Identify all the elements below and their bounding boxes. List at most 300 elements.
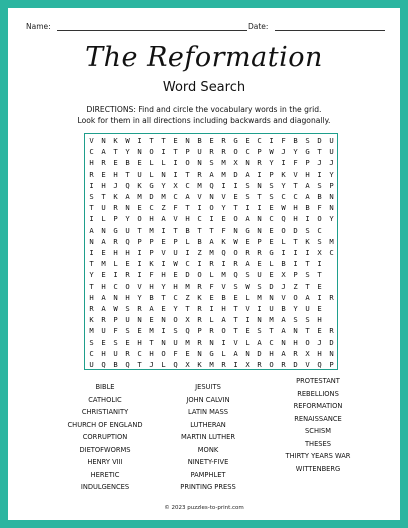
grid-letter: L (281, 236, 286, 246)
grid-letter: O (173, 315, 178, 325)
grid-letter: E (101, 270, 106, 280)
grid-letter: Z (161, 203, 166, 213)
grid-letter: Q (221, 248, 226, 257)
grid-letter: H (113, 248, 118, 257)
grid-letter: T (233, 203, 238, 213)
grid-letter: O (269, 360, 274, 369)
grid-letter: I (197, 259, 202, 269)
grid-letter: T (305, 326, 310, 336)
grid-letter: I (257, 304, 262, 313)
grid-letter: S (257, 281, 262, 291)
grid-letter: R (209, 326, 214, 336)
grid-letter: Y (161, 281, 166, 291)
grid-letter: V (137, 281, 142, 291)
grid-letter: L (149, 169, 154, 179)
grid-letter: N (329, 192, 334, 201)
grid-letter: R (257, 158, 262, 168)
grid-letter: N (245, 158, 250, 168)
grid-letter: T (89, 203, 94, 213)
grid-letter: T (185, 203, 190, 213)
grid-letter: I (113, 270, 118, 280)
grid-letter: U (101, 326, 106, 336)
grid-letter: S (233, 281, 238, 291)
grid-letter: I (245, 315, 250, 325)
grid-letter: I (257, 169, 262, 179)
grid-letter: N (137, 315, 142, 325)
grid-letter: H (269, 348, 274, 358)
grid-letter: D (317, 136, 322, 145)
grid-letter: L (161, 360, 166, 369)
grid-letter: I (161, 225, 166, 235)
grid-letter: E (257, 259, 262, 269)
grid-letter: G (245, 225, 250, 235)
grid-letter: P (185, 147, 190, 157)
grid-letter: R (113, 236, 118, 246)
grid-letter: E (137, 203, 142, 213)
grid-letter: L (221, 348, 226, 358)
grid-letter: T (173, 225, 178, 235)
grid-letter: C (329, 248, 334, 257)
grid-letter: E (233, 192, 238, 201)
grid-letter: R (197, 337, 202, 347)
grid-letter: X (317, 248, 322, 257)
grid-letter: N (329, 348, 334, 358)
grid-letter: C (197, 214, 202, 224)
grid-letter: A (101, 147, 106, 157)
grid-letter: F (113, 326, 118, 336)
grid-letter: N (161, 337, 166, 347)
grid-letter: E (125, 337, 130, 347)
grid-letter: U (125, 225, 130, 235)
word-bank-item: CORRUPTION (82, 433, 128, 441)
grid-letter: G (269, 248, 274, 257)
grid-letter: N (293, 326, 298, 336)
grid-letter: O (197, 270, 202, 280)
grid-letter: W (281, 203, 286, 213)
grid-letter: A (125, 192, 130, 201)
grid-letter: Z (197, 248, 202, 257)
date-line (275, 22, 385, 31)
grid-letter: G (113, 225, 118, 235)
grid-letter: A (161, 214, 166, 224)
grid-letter: T (209, 225, 214, 235)
grid-letter: D (269, 281, 274, 291)
grid-letter: T (149, 136, 154, 145)
grid-letter: T (161, 292, 166, 302)
grid-letter: O (185, 158, 190, 168)
grid-letter: M (329, 236, 334, 246)
grid-letter: S (125, 304, 130, 313)
grid-letter: R (137, 304, 142, 313)
grid-letter: C (269, 214, 274, 224)
grid-letter: I (245, 203, 250, 213)
grid-letter: U (173, 248, 178, 257)
word-bank-item: NINETY-FIVE (187, 458, 229, 466)
grid-letter: R (221, 360, 226, 369)
grid-letter: V (221, 192, 226, 201)
grid-letter: H (185, 214, 190, 224)
grid-letter: N (257, 180, 262, 190)
grid-letter: C (89, 348, 94, 358)
grid-letter: Y (293, 147, 298, 157)
grid-letter: N (101, 136, 106, 145)
grid-letter: L (161, 158, 166, 168)
grid-letter: H (149, 214, 154, 224)
grid-letter: L (209, 270, 214, 280)
grid-letter: B (185, 225, 190, 235)
grid-letter: E (269, 203, 274, 213)
grid-letter: Q (233, 270, 238, 280)
grid-letter: Y (125, 214, 130, 224)
grid-letter: V (233, 337, 238, 347)
grid-letter: T (317, 147, 322, 157)
footer-credit: © 2023 puzzles-to-print.com (164, 505, 244, 511)
word-bank-item: REBELLIONS (297, 389, 339, 398)
grid-letter: P (137, 236, 142, 246)
grid-letter: U (329, 136, 334, 145)
grid-letter: Y (89, 270, 94, 280)
grid-letter: O (305, 337, 310, 347)
grid-letter: U (137, 169, 142, 179)
grid-letter: N (89, 236, 94, 246)
grid-letter: M (161, 192, 166, 201)
grid-letter: E (161, 304, 166, 313)
grid-letter: V (221, 281, 226, 291)
grid-letter: W (245, 281, 250, 291)
grid-letter: X (245, 360, 250, 369)
grid-letter: N (137, 147, 142, 157)
grid-letter: K (149, 259, 154, 269)
grid-letter: H (89, 292, 94, 302)
word-bank-item: PROTESTANT (296, 377, 340, 385)
grid-letter: H (317, 315, 322, 325)
grid-letter: M (185, 281, 190, 291)
grid-letter: X (185, 360, 190, 369)
word-bank-item: CHURCH OF ENGLAND (67, 420, 143, 429)
grid-letter: V (305, 360, 310, 369)
grid-letter: P (113, 214, 118, 224)
grid-letter: S (113, 337, 118, 347)
grid-letter: E (209, 136, 214, 145)
name-label: Name: (26, 22, 51, 31)
grid-letter: H (101, 281, 106, 291)
grid-letter: S (245, 270, 250, 280)
grid-letter: R (209, 259, 214, 269)
grid-letter: T (305, 281, 310, 291)
grid-letter: T (185, 304, 190, 313)
date-field (248, 22, 385, 31)
grid-letter: K (89, 315, 94, 325)
grid-letter: I (185, 248, 190, 257)
directions (48, 105, 360, 126)
grid-letter: R (113, 203, 118, 213)
grid-letter: P (149, 248, 154, 257)
grid-letter: T (89, 259, 94, 269)
grid-letter: S (305, 270, 310, 280)
grid-letter: I (221, 180, 226, 190)
grid-letter: B (149, 292, 154, 302)
grid-letter: U (329, 147, 334, 157)
grid-letter: I (293, 259, 298, 269)
grid-letter: H (293, 337, 298, 347)
word-bank (8, 377, 400, 501)
grid-letter: K (281, 169, 286, 179)
word-bank-item: THESES (304, 439, 332, 448)
grid-letter: C (269, 337, 274, 347)
grid-letter: U (269, 304, 274, 313)
grid-letter: H (293, 214, 298, 224)
grid-letter: J (113, 180, 118, 190)
grid-letter: H (173, 281, 178, 291)
grid-letter: I (317, 292, 322, 302)
grid-letter: T (233, 326, 238, 336)
grid-letter: D (149, 192, 154, 201)
grid-letter: N (257, 315, 262, 325)
word-bank-item: CATHOLIC (88, 395, 122, 404)
grid-letter: J (329, 158, 334, 168)
grid-letter: L (269, 259, 274, 269)
grid-letter: O (233, 248, 238, 257)
grid-letter: Y (221, 203, 226, 213)
grid-letter: I (89, 214, 94, 224)
grid-letter: P (173, 236, 178, 246)
grid-letter: Q (185, 326, 190, 336)
grid-letter: E (125, 259, 130, 269)
date-label: Date: (248, 22, 269, 31)
grid-letter: N (233, 225, 238, 235)
grid-letter: I (257, 203, 262, 213)
grid-letter: M (209, 248, 214, 257)
grid-letter: Q (101, 360, 106, 369)
grid-letter: C (185, 180, 190, 190)
name-line (57, 22, 247, 31)
grid-letter: E (317, 281, 322, 291)
grid-letter: V (293, 169, 298, 179)
grid-letter: T (185, 169, 190, 179)
grid-letter: N (113, 292, 118, 302)
grid-letter: A (101, 236, 106, 246)
grid-letter: S (293, 315, 298, 325)
grid-letter: H (125, 248, 130, 257)
grid-letter: A (257, 337, 262, 347)
word-bank-item: MARTIN LUTHER (181, 433, 235, 441)
grid-letter: Y (137, 292, 142, 302)
grid-letter: P (305, 158, 310, 168)
grid-letter: M (221, 169, 226, 179)
grid-letter: B (305, 203, 310, 213)
word-bank-item: RENAISSANCE (294, 414, 342, 423)
grid-letter: S (257, 326, 262, 336)
grid-letter: I (305, 214, 310, 224)
grid-letter: K (113, 136, 118, 145)
grid-letter: M (149, 326, 154, 336)
grid-letter: S (89, 337, 94, 347)
grid-letter: I (137, 248, 142, 257)
grid-letter: D (293, 360, 298, 369)
grid-letter: Q (281, 214, 286, 224)
grid-letter: A (209, 169, 214, 179)
grid-letter: D (233, 169, 238, 179)
grid-letter: N (125, 203, 130, 213)
grid-letter: Q (125, 360, 130, 369)
grid-letter: U (101, 203, 106, 213)
grid-letter: C (293, 192, 298, 201)
grid-letter: H (125, 292, 130, 302)
grid-letter: R (197, 169, 202, 179)
grid-letter: T (269, 326, 274, 336)
grid-letter: T (101, 192, 106, 201)
grid-letter: R (257, 248, 262, 257)
grid-letter: I (161, 326, 166, 336)
word-bank-item: JESUITS (195, 383, 221, 391)
grid-letter: R (221, 147, 226, 157)
grid-letter: I (233, 180, 238, 190)
grid-letter: E (317, 326, 322, 336)
grid-letter: Y (329, 169, 334, 179)
word-bank-item: LUTHERAN (190, 420, 226, 429)
grid-letter: G (149, 180, 154, 190)
grid-letter: L (113, 259, 118, 269)
word-bank-item: BIBLE (95, 383, 115, 391)
grid-letter: I (137, 136, 142, 145)
grid-letter: J (149, 360, 154, 369)
grid-letter: N (209, 192, 214, 201)
grid-letter: R (125, 348, 130, 358)
word-bank-item: PAMPHLET (190, 470, 226, 479)
word-bank-item: PRINTING PRESS (180, 483, 236, 491)
grid-letter: R (281, 360, 286, 369)
grid-letter: Z (293, 281, 298, 291)
grid-letter: M (89, 326, 94, 336)
grid-letter: A (101, 292, 106, 302)
grid-letter: E (149, 315, 154, 325)
grid-letter: P (329, 180, 334, 190)
grid-letter: A (233, 348, 238, 358)
grid-letter: N (245, 348, 250, 358)
grid-letter: O (137, 214, 142, 224)
grid-letter: L (245, 337, 250, 347)
grid-letter: W (233, 236, 238, 246)
grid-letter: L (185, 236, 190, 246)
grid-letter: I (173, 158, 178, 168)
grid-letter: W (113, 304, 118, 313)
grid-letter: O (125, 281, 130, 291)
grid-letter: H (293, 203, 298, 213)
grid-letter: T (89, 281, 94, 291)
grid-letter: Y (125, 147, 130, 157)
grid-letter: S (209, 158, 214, 168)
grid-letter: P (113, 315, 118, 325)
grid-letter: U (125, 315, 130, 325)
grid-letter: H (113, 169, 118, 179)
grid-letter: S (269, 180, 274, 190)
grid-letter: H (89, 158, 94, 168)
grid-letter: K (113, 192, 118, 201)
grid-letter: K (197, 360, 202, 369)
grid-letter: H (161, 270, 166, 280)
grid-letter: H (305, 169, 310, 179)
grid-letter: T (305, 259, 310, 269)
grid-letter: E (101, 248, 106, 257)
grid-letter: V (161, 248, 166, 257)
grid-letter: Y (281, 180, 286, 190)
grid-letter: H (317, 348, 322, 358)
grid-letter: E (221, 214, 226, 224)
grid-letter: B (281, 259, 286, 269)
grid-letter: S (305, 315, 310, 325)
grid-letter: I (89, 180, 94, 190)
grid-letter: R (197, 304, 202, 313)
grid-letter: R (329, 292, 334, 302)
grid-letter: C (257, 136, 262, 145)
grid-letter: S (245, 192, 250, 201)
grid-letter: T (293, 236, 298, 246)
grid-letter: V (245, 304, 250, 313)
grid-letter: M (101, 259, 106, 269)
grid-letter: X (281, 270, 286, 280)
grid-letter: W (173, 259, 178, 269)
grid-letter: T (137, 360, 142, 369)
grid-letter: X (173, 180, 178, 190)
word-bank-item: SCHISM (305, 427, 331, 435)
word-bank-item: HERETIC (90, 470, 120, 479)
grid-letter: E (173, 270, 178, 280)
grid-letter: L (101, 214, 106, 224)
word-bank-item: THIRTY YEARS WAR (285, 452, 351, 460)
grid-letter: X (233, 158, 238, 168)
grid-letter: T (293, 180, 298, 190)
grid-letter: B (197, 136, 202, 145)
grid-letter: E (269, 225, 274, 235)
grid-letter: Y (269, 158, 274, 168)
grid-letter: A (101, 304, 106, 313)
grid-letter: U (113, 348, 118, 358)
grid-letter: E (137, 158, 142, 168)
grid-letter: T (317, 270, 322, 280)
grid-letter: D (329, 337, 334, 347)
grid-letter: N (197, 158, 202, 168)
grid-letter: R (245, 248, 250, 257)
grid-letter: M (269, 315, 274, 325)
grid-letter: R (329, 326, 334, 336)
grid-letter: F (173, 203, 178, 213)
word-bank-column (263, 375, 373, 475)
grid-letter: A (89, 225, 94, 235)
grid-letter: Y (161, 180, 166, 190)
grid-letter: U (89, 360, 94, 369)
grid-letter: I (305, 248, 310, 257)
grid-letter: Q (317, 360, 322, 369)
grid-letter: R (101, 158, 106, 168)
grid-letter: S (245, 180, 250, 190)
grid-letter: M (137, 192, 142, 201)
grid-letter: E (101, 169, 106, 179)
grid-letter: E (101, 337, 106, 347)
grid-letter: R (197, 315, 202, 325)
page-title: The Reformation (85, 42, 323, 73)
grid-letter: E (161, 236, 166, 246)
grid-letter: O (281, 225, 286, 235)
grid-letter: A (149, 304, 154, 313)
grid-letter: O (161, 348, 166, 358)
grid-letter: E (317, 304, 322, 313)
grid-letter: T (257, 192, 262, 201)
grid-letter: I (137, 270, 142, 280)
grid-letter: T (197, 225, 202, 235)
grid-letter: E (233, 292, 238, 302)
directions-line: Look for them in all directions including backwards and diagonally. (77, 115, 331, 125)
grid-letter: I (137, 259, 142, 269)
